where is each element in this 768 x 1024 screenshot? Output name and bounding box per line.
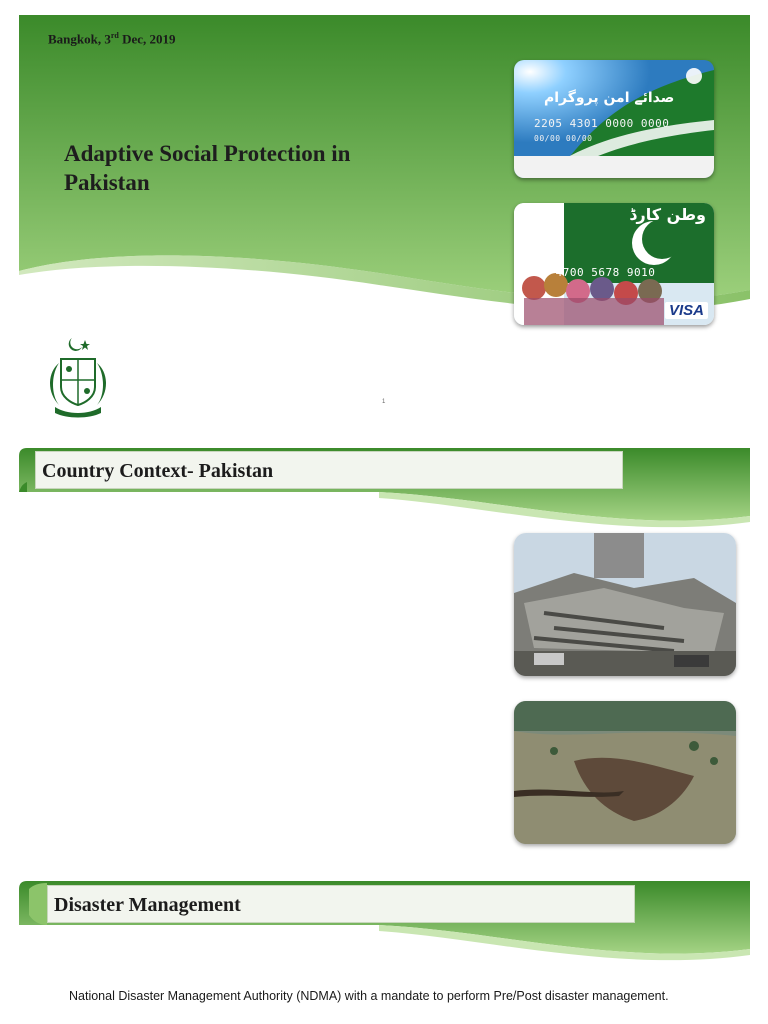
presentation-date: Bangkok, 3rd Dec, 2019	[48, 31, 176, 47]
card2-urdu-title: وطن کارڈ	[629, 205, 706, 224]
slide-number: 1	[382, 399, 386, 405]
presentation-title: Adaptive Social Protection in Pakistan	[64, 141, 351, 195]
ndma-description: National Disaster Management Authority (NDMA) with a mandate to perform Pre/Post disaster management.	[69, 989, 669, 1003]
earthquake-photo	[514, 533, 736, 676]
watan-card-image	[514, 203, 714, 325]
card2-number: 4585 4700 5678 9010	[520, 266, 656, 279]
visa-logo: VISA	[665, 302, 708, 319]
title-slide	[19, 15, 750, 428]
card1-number: 2205 4301 0000 0000	[534, 117, 670, 130]
card1-validity: 00/00 00/00	[534, 134, 593, 143]
disaster-management-slide	[19, 881, 750, 1024]
country-context-slide	[19, 448, 750, 862]
card1-urdu-title: صدائے امن پروگرام	[544, 90, 675, 106]
disaster-management-heading: Disaster Management	[47, 885, 635, 923]
sada-e-aman-card-image	[514, 60, 714, 178]
flood-photo	[514, 701, 736, 844]
state-emblem-icon	[41, 335, 115, 420]
country-context-heading: Country Context- Pakistan	[35, 451, 623, 489]
